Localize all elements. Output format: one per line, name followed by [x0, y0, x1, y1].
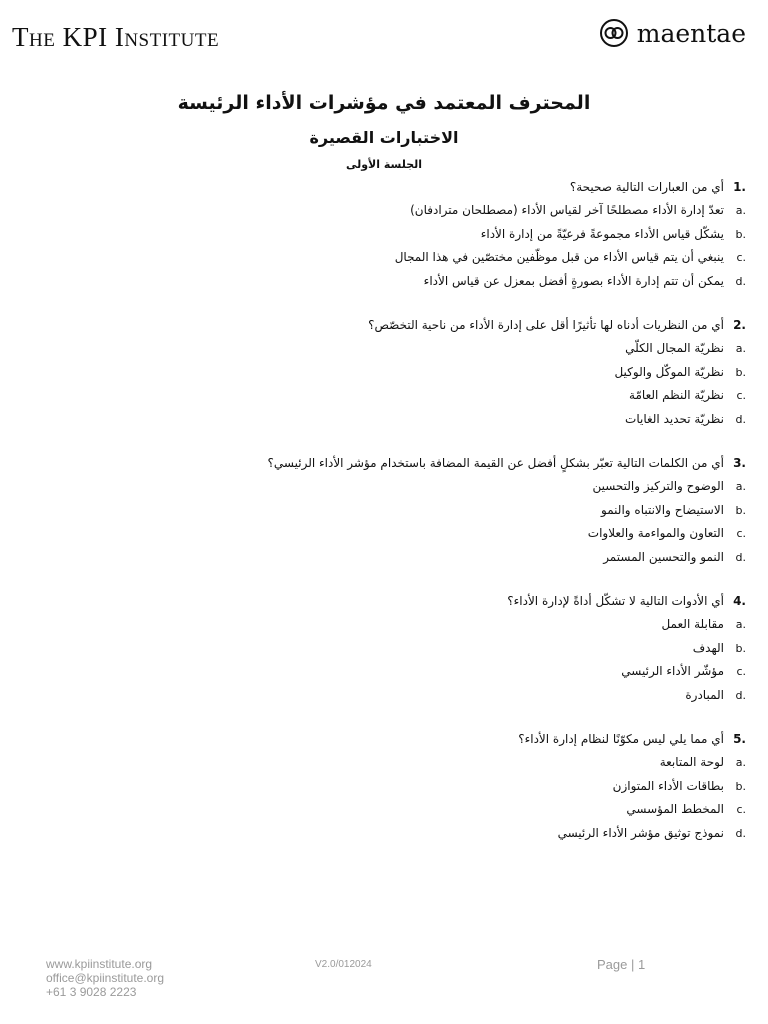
option-text: نظريّة الموكّل والوكيل	[614, 364, 724, 379]
option-letter: d.	[735, 827, 746, 841]
page-title: المحترف المعتمد في مؤشرات الأداء الرئيسة	[177, 92, 591, 114]
option-letter: b.	[735, 503, 746, 517]
footer-email-link[interactable]: office@kpiinstitute.org	[46, 971, 165, 985]
question-text: أي الأدوات التالية لا تشكّل أداةً لإدارة الأداء؟	[507, 593, 724, 608]
option-text: مؤشّر الأداء الرئيسي	[621, 664, 724, 679]
option-item	[186, 408, 746, 432]
option-letter: a.	[735, 341, 746, 355]
option-item	[186, 822, 746, 846]
option-item	[186, 775, 746, 799]
question-number: 3.	[733, 455, 746, 470]
option-item	[186, 199, 746, 223]
maentae-logo	[599, 18, 746, 48]
question-2-line	[186, 314, 746, 337]
option-letter: c.	[736, 803, 746, 817]
kpi-institute-logo	[12, 22, 219, 53]
quiz-questions	[186, 176, 746, 866]
option-item	[186, 246, 746, 270]
option-letter: d.	[735, 275, 746, 289]
footer-phone: +61 3 9028 2223	[46, 985, 137, 999]
footer-contact	[46, 957, 164, 999]
question-1-line	[186, 176, 746, 199]
option-text: التعاون والمواءمة والعلاوات	[587, 526, 724, 541]
option-item	[186, 337, 746, 361]
footer-page-number: Page | 1	[597, 957, 646, 972]
option-item	[186, 475, 746, 499]
option-letter: b.	[735, 227, 746, 241]
option-item	[186, 798, 746, 822]
question-number: 5.	[733, 731, 746, 746]
question-1	[186, 176, 746, 294]
option-text: نموذج توثيق مؤشر الأداء الرئيسي	[557, 826, 724, 841]
option-item	[186, 384, 746, 408]
option-item	[186, 751, 746, 775]
option-letter: a.	[735, 479, 746, 493]
option-letter: b.	[735, 641, 746, 655]
option-letter: b.	[735, 365, 746, 379]
question-4-line	[186, 590, 746, 613]
option-letter: d.	[735, 551, 746, 565]
question-number: 4.	[733, 593, 746, 608]
footer-version: V2.0/012024	[315, 959, 372, 970]
question-number: 2.	[733, 317, 746, 332]
option-letter: a.	[735, 203, 746, 217]
option-text: نظريّة تحديد الغايات	[625, 412, 724, 427]
option-letter: a.	[735, 755, 746, 769]
option-text: الهدف	[692, 640, 724, 655]
option-text: النمو والتحسين المستمر	[603, 550, 724, 565]
question-text: أي من الكلمات التالية تعبّر بشكلٍ أفضل عن القيمة المضافة باستخدام مؤشر الأداء الرئيسي؟	[267, 455, 724, 470]
question-4	[186, 590, 746, 708]
option-item	[186, 684, 746, 708]
option-letter: c.	[736, 665, 746, 679]
question-text: أي من العبارات التالية صحيحة؟	[569, 180, 724, 194]
question-5	[186, 728, 746, 846]
option-letter: c.	[736, 527, 746, 541]
option-text: مقابلة العمل	[661, 616, 724, 631]
kpi-institute-logo-text: The KPI Institute	[12, 22, 220, 52]
question-5-line	[186, 728, 746, 751]
page-subtitle: الاختبارات القصيرة	[309, 128, 459, 147]
question-3	[186, 452, 746, 570]
option-text: نظريّة المجال الكلّي	[625, 340, 724, 355]
option-letter: c.	[736, 389, 746, 403]
option-text: المبادرة	[685, 688, 724, 703]
footer-website-link[interactable]: www.kpiinstitute.org	[46, 957, 153, 971]
question-3-line	[186, 452, 746, 475]
question-text: أي مما يلي ليس مكوّنًا لنظام إدارة الأداء؟	[518, 731, 724, 746]
option-item	[186, 522, 746, 546]
question-text: أي من النظريات أدناه لها تأثيرًا أقل على إدارة الأداء من ناحية التخصّص؟	[368, 317, 724, 332]
option-item	[186, 499, 746, 523]
option-item	[186, 270, 746, 294]
option-letter: c.	[736, 251, 746, 265]
option-letter: a.	[735, 617, 746, 631]
option-text: الاستيضاح والانتباه والنمو	[601, 502, 724, 517]
option-item	[186, 361, 746, 385]
option-item	[186, 613, 746, 637]
maentae-logo-text: maentae	[636, 18, 746, 48]
option-item	[186, 637, 746, 661]
maentae-logo-icon	[599, 18, 629, 48]
question-2	[186, 314, 746, 432]
option-item	[186, 660, 746, 684]
question-number: 1.	[733, 180, 746, 194]
option-letter: d.	[735, 689, 746, 703]
option-text: تعدّ إدارة الأداء مصطلحًا آخر لقياس الأداء (مصطلحان مترادفان)	[410, 202, 724, 217]
option-item	[186, 223, 746, 247]
option-text: يمكن أن تتم إدارة الأداء بصورةٍ أفضل بمعزل عن قياس الأداء	[423, 274, 724, 289]
option-letter: b.	[735, 779, 746, 793]
option-text: نظريّة النظم العامّة	[629, 388, 724, 403]
option-text: يشكّل قياس الأداء مجموعةً فرعيّةً من إدارة الأداء	[480, 226, 724, 241]
option-item	[186, 546, 746, 570]
option-text: بطاقات الأداء المتوازن	[612, 778, 724, 793]
option-text: لوحة المتابعة	[659, 754, 724, 769]
option-letter: d.	[735, 413, 746, 427]
option-text: ينبغي أن يتم قياس الأداء من قبل موظّفين مختصّين في هذا المجال	[394, 250, 724, 265]
option-text: الوضوح والتركيز والتحسين	[592, 478, 724, 493]
option-text: المخطط المؤسسي	[626, 802, 724, 817]
session-label: الجلسة الأولى	[345, 158, 423, 171]
